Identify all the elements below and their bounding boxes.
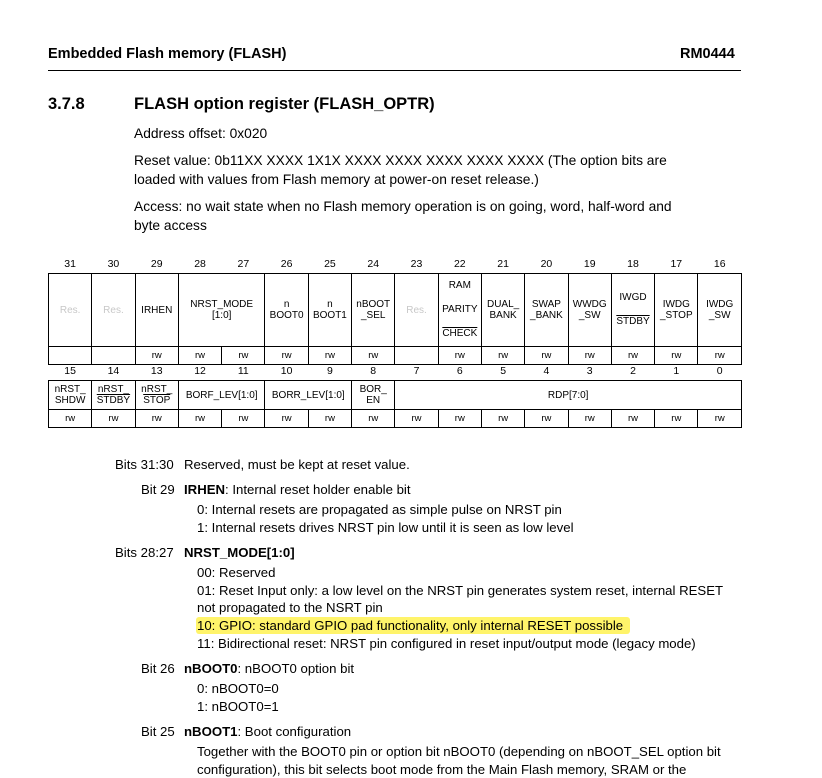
field-reserved-30: Res.: [92, 274, 135, 347]
field-label: PARITY: [442, 304, 478, 315]
access-note-line: Access: no wait state when no Flash memory operation is on going, word, half-word and: [134, 199, 672, 214]
access-type: rw: [222, 347, 265, 365]
access-type: rw: [611, 410, 654, 428]
access-type: rw: [655, 347, 698, 365]
header-divider: [48, 70, 741, 71]
bit-number: 0: [716, 364, 723, 377]
bit-number: 12: [194, 364, 206, 377]
access-type: rw: [178, 410, 221, 428]
nrst-mode-line: not propagated to the NSRT pin: [197, 600, 383, 615]
bits-28-27-name: NRST_MODE[1:0]: [184, 545, 295, 560]
field-dual-bank: [481, 274, 524, 347]
field-reserved-31: Res.: [49, 274, 92, 347]
nrst-mode-line: 10: GPIO: standard GPIO pad functionality, only internal RESET possible: [197, 618, 624, 633]
field-label: nBOOT: [356, 299, 391, 310]
bit-number: 25: [324, 257, 336, 270]
nrst-mode-line: 00: Reserved: [197, 565, 276, 580]
bit-number: 23: [410, 257, 423, 270]
section-title: FLASH option register (FLASH_OPTR): [134, 95, 435, 113]
bit-25-name: nBOOT1: [184, 724, 238, 739]
field-label: EN: [366, 395, 381, 406]
access-type: rw: [222, 410, 265, 428]
bit-number: 3: [586, 364, 593, 377]
bit-number: 22: [453, 257, 466, 270]
bit-number: 30: [107, 257, 120, 270]
field-label: [1:0]: [211, 310, 232, 321]
bits-31-30-desc: Reserved, must be kept at reset value.: [184, 457, 410, 472]
register-table-low: [48, 362, 742, 428]
access-note-line: byte access: [134, 217, 207, 233]
field-label: nRST_: [141, 384, 173, 395]
field-label: _SEL: [360, 310, 386, 321]
access-type: rw: [49, 410, 92, 428]
bit-number: 26: [280, 257, 293, 270]
bit-number: 1: [673, 364, 680, 377]
access-type: rw: [655, 410, 698, 428]
field-borf-lev: BORF_LEV[1:0]: [178, 381, 265, 410]
field-label: STDBY: [616, 316, 650, 327]
field-rdp: RDP[7:0]: [395, 381, 742, 410]
reset-value: [134, 152, 744, 189]
bits-31-30-label: Bits 31:30: [115, 457, 174, 472]
bit-number: 6: [456, 364, 463, 377]
bit-number: 7: [413, 364, 420, 377]
field-nrst-shdw: [49, 381, 92, 410]
field-iwgd-stdby: [611, 274, 654, 347]
field-label: BOOT1: [312, 310, 347, 321]
field-label: DUAL_: [486, 299, 520, 310]
bit-26-label: Bit 26: [141, 661, 175, 676]
field-label: nRST_: [54, 384, 86, 395]
field-label: nRST_: [97, 384, 129, 395]
nrst-mode-line: 11: Bidirectional reset: NRST pin configured in reset input/output mode (legacy mode): [197, 636, 696, 651]
access-type: rw: [308, 410, 351, 428]
bit-29-name: IRHEN: [184, 482, 226, 497]
access-type: rw: [525, 347, 568, 365]
field-label: SWAP: [531, 299, 561, 310]
field-label: BOOT0: [269, 310, 304, 321]
bits-28-27-label: Bits 28:27: [115, 545, 174, 560]
field-label: BOR_: [359, 384, 387, 395]
bit-25-line: Together with the BOOT0 pin or option bit nBOOT0 (depending on nBOOT_SEL option bit: [197, 744, 721, 759]
register-table-high: [48, 255, 742, 365]
field-ram-parity-check: [438, 274, 481, 347]
bit-number: 20: [540, 257, 553, 270]
bit-number: 10: [280, 364, 293, 377]
bit-number: 15: [64, 364, 76, 377]
bit-number: 4: [543, 364, 550, 377]
field-label: BANK: [489, 310, 517, 321]
access-type: rw: [438, 410, 481, 428]
access-type: rw: [611, 347, 654, 365]
bit-25-title: [184, 724, 351, 740]
bit-number: 5: [500, 364, 507, 377]
access-type: rw: [395, 410, 438, 428]
bit-number: 14: [107, 364, 120, 377]
field-label: _SW: [578, 310, 601, 321]
field-label: SHDW: [54, 395, 86, 406]
access-type: rw: [308, 347, 351, 365]
bit-29-line: 1: Internal resets drives NRST pin low until it is seen as low level: [197, 520, 574, 535]
bits-28-27-title: [184, 545, 295, 561]
access-type: rw: [352, 410, 395, 428]
field-label: _STOP: [660, 310, 693, 321]
field-label: IWGD: [619, 292, 647, 303]
bit-number: 9: [327, 364, 333, 377]
access-type: rw: [525, 410, 568, 428]
access-type: rw: [92, 410, 135, 428]
access-type: rw: [135, 410, 178, 428]
bit-25-label: Bit 25: [141, 724, 175, 739]
reset-value-line: loaded with values from Flash memory at power-on reset release.): [134, 171, 539, 187]
field-label: _BANK: [530, 310, 563, 321]
access-type: rw: [568, 410, 611, 428]
bit-number: 16: [713, 257, 726, 270]
field-nrst-stdby: [92, 381, 135, 410]
field-nboot1: [308, 274, 351, 347]
field-label: RAM: [448, 280, 471, 291]
access-type: rw: [265, 347, 308, 365]
bit-number: 31: [64, 257, 76, 270]
bit-29-line: 0: Internal resets are propagated as simple pulse on NRST pin: [197, 502, 562, 517]
bit-26-line: 0: nBOOT0=0: [197, 681, 279, 696]
access-type: rw: [481, 347, 524, 365]
doc-header-ref: RM0444: [680, 46, 735, 62]
access-type: rw: [178, 347, 221, 365]
bit-26-name: nBOOT0: [184, 661, 238, 676]
field-bor-en: [352, 381, 395, 410]
field-iwdg-stop: [655, 274, 698, 347]
address-offset-text: Address offset: 0x020: [134, 126, 268, 141]
field-label: _SW: [708, 310, 731, 321]
bit-number: 27: [237, 257, 250, 270]
field-irhen: IRHEN: [135, 274, 178, 347]
field-label: IWDG: [662, 299, 690, 310]
access-type: rw: [698, 410, 742, 428]
field-nrst-stop: [135, 381, 178, 410]
bit-number: 2: [630, 364, 636, 377]
access-type: rw: [698, 347, 742, 365]
bit-number: 13: [150, 364, 163, 377]
field-label: CHECK: [442, 328, 478, 339]
access-type: rw: [352, 347, 395, 365]
bit-number: 24: [367, 257, 380, 270]
access-type: rw: [481, 410, 524, 428]
bit-29-title: [184, 482, 411, 498]
bit-number: 29: [150, 257, 163, 270]
field-nrst-mode: [178, 274, 265, 347]
access-type: rw: [135, 347, 178, 365]
doc-header-title: Embedded Flash memory (FLASH): [48, 46, 287, 62]
field-label: STDBY: [96, 395, 131, 406]
field-label: WWDG: [572, 299, 607, 310]
field-swap-bank: [525, 274, 568, 347]
bit-number: 8: [370, 364, 377, 377]
bit-number: 18: [627, 257, 639, 270]
bit-29-desc: : Internal reset holder enable bit: [225, 482, 411, 497]
address-offset: [134, 125, 744, 144]
bit-number: 11: [237, 364, 249, 377]
nrst-mode-line: 01: Reset Input only: a low level on the NRST pin generates system reset, internal RESET: [197, 583, 724, 598]
field-label: STOP: [143, 395, 171, 406]
bit-number: 21: [497, 257, 509, 270]
field-iwdg-sw: [698, 274, 742, 347]
access-type: rw: [568, 347, 611, 365]
bit-number: 28: [194, 257, 206, 270]
field-label: IWDG: [706, 299, 734, 310]
field-wwdg-sw: [568, 274, 611, 347]
field-reserved-23: Res.: [395, 274, 438, 347]
bit-number: 19: [583, 257, 596, 270]
reset-value-line: Reset value: 0b11XX XXXX 1X1X XXXX XXXX XXXX XXXX XXXX (The option bits are: [134, 153, 667, 168]
field-nboot0: [265, 274, 308, 347]
access-type: rw: [265, 410, 308, 428]
bit-number: 17: [670, 257, 683, 270]
bit-26-title: [184, 661, 354, 677]
field-borr-lev: BORR_LEV[1:0]: [265, 381, 352, 410]
bit-25-line: configuration), this bit selects boot mode from the Main Flash memory, SRAM or the: [197, 762, 687, 777]
access-note: [134, 198, 744, 235]
bit-25-desc: : Boot configuration: [237, 724, 352, 739]
bit-26-desc: : nBOOT0 option bit: [237, 661, 355, 676]
bit-29-label: Bit 29: [141, 482, 175, 497]
bit-26-line: 1: nBOOT0=1: [197, 699, 279, 714]
field-nboot-sel: [352, 274, 395, 347]
field-label: n: [283, 299, 290, 310]
field-label: n: [327, 299, 333, 310]
section-number: 3.7.8: [48, 95, 85, 113]
field-label: NRST_MODE: [190, 299, 254, 310]
access-type: rw: [438, 347, 481, 365]
